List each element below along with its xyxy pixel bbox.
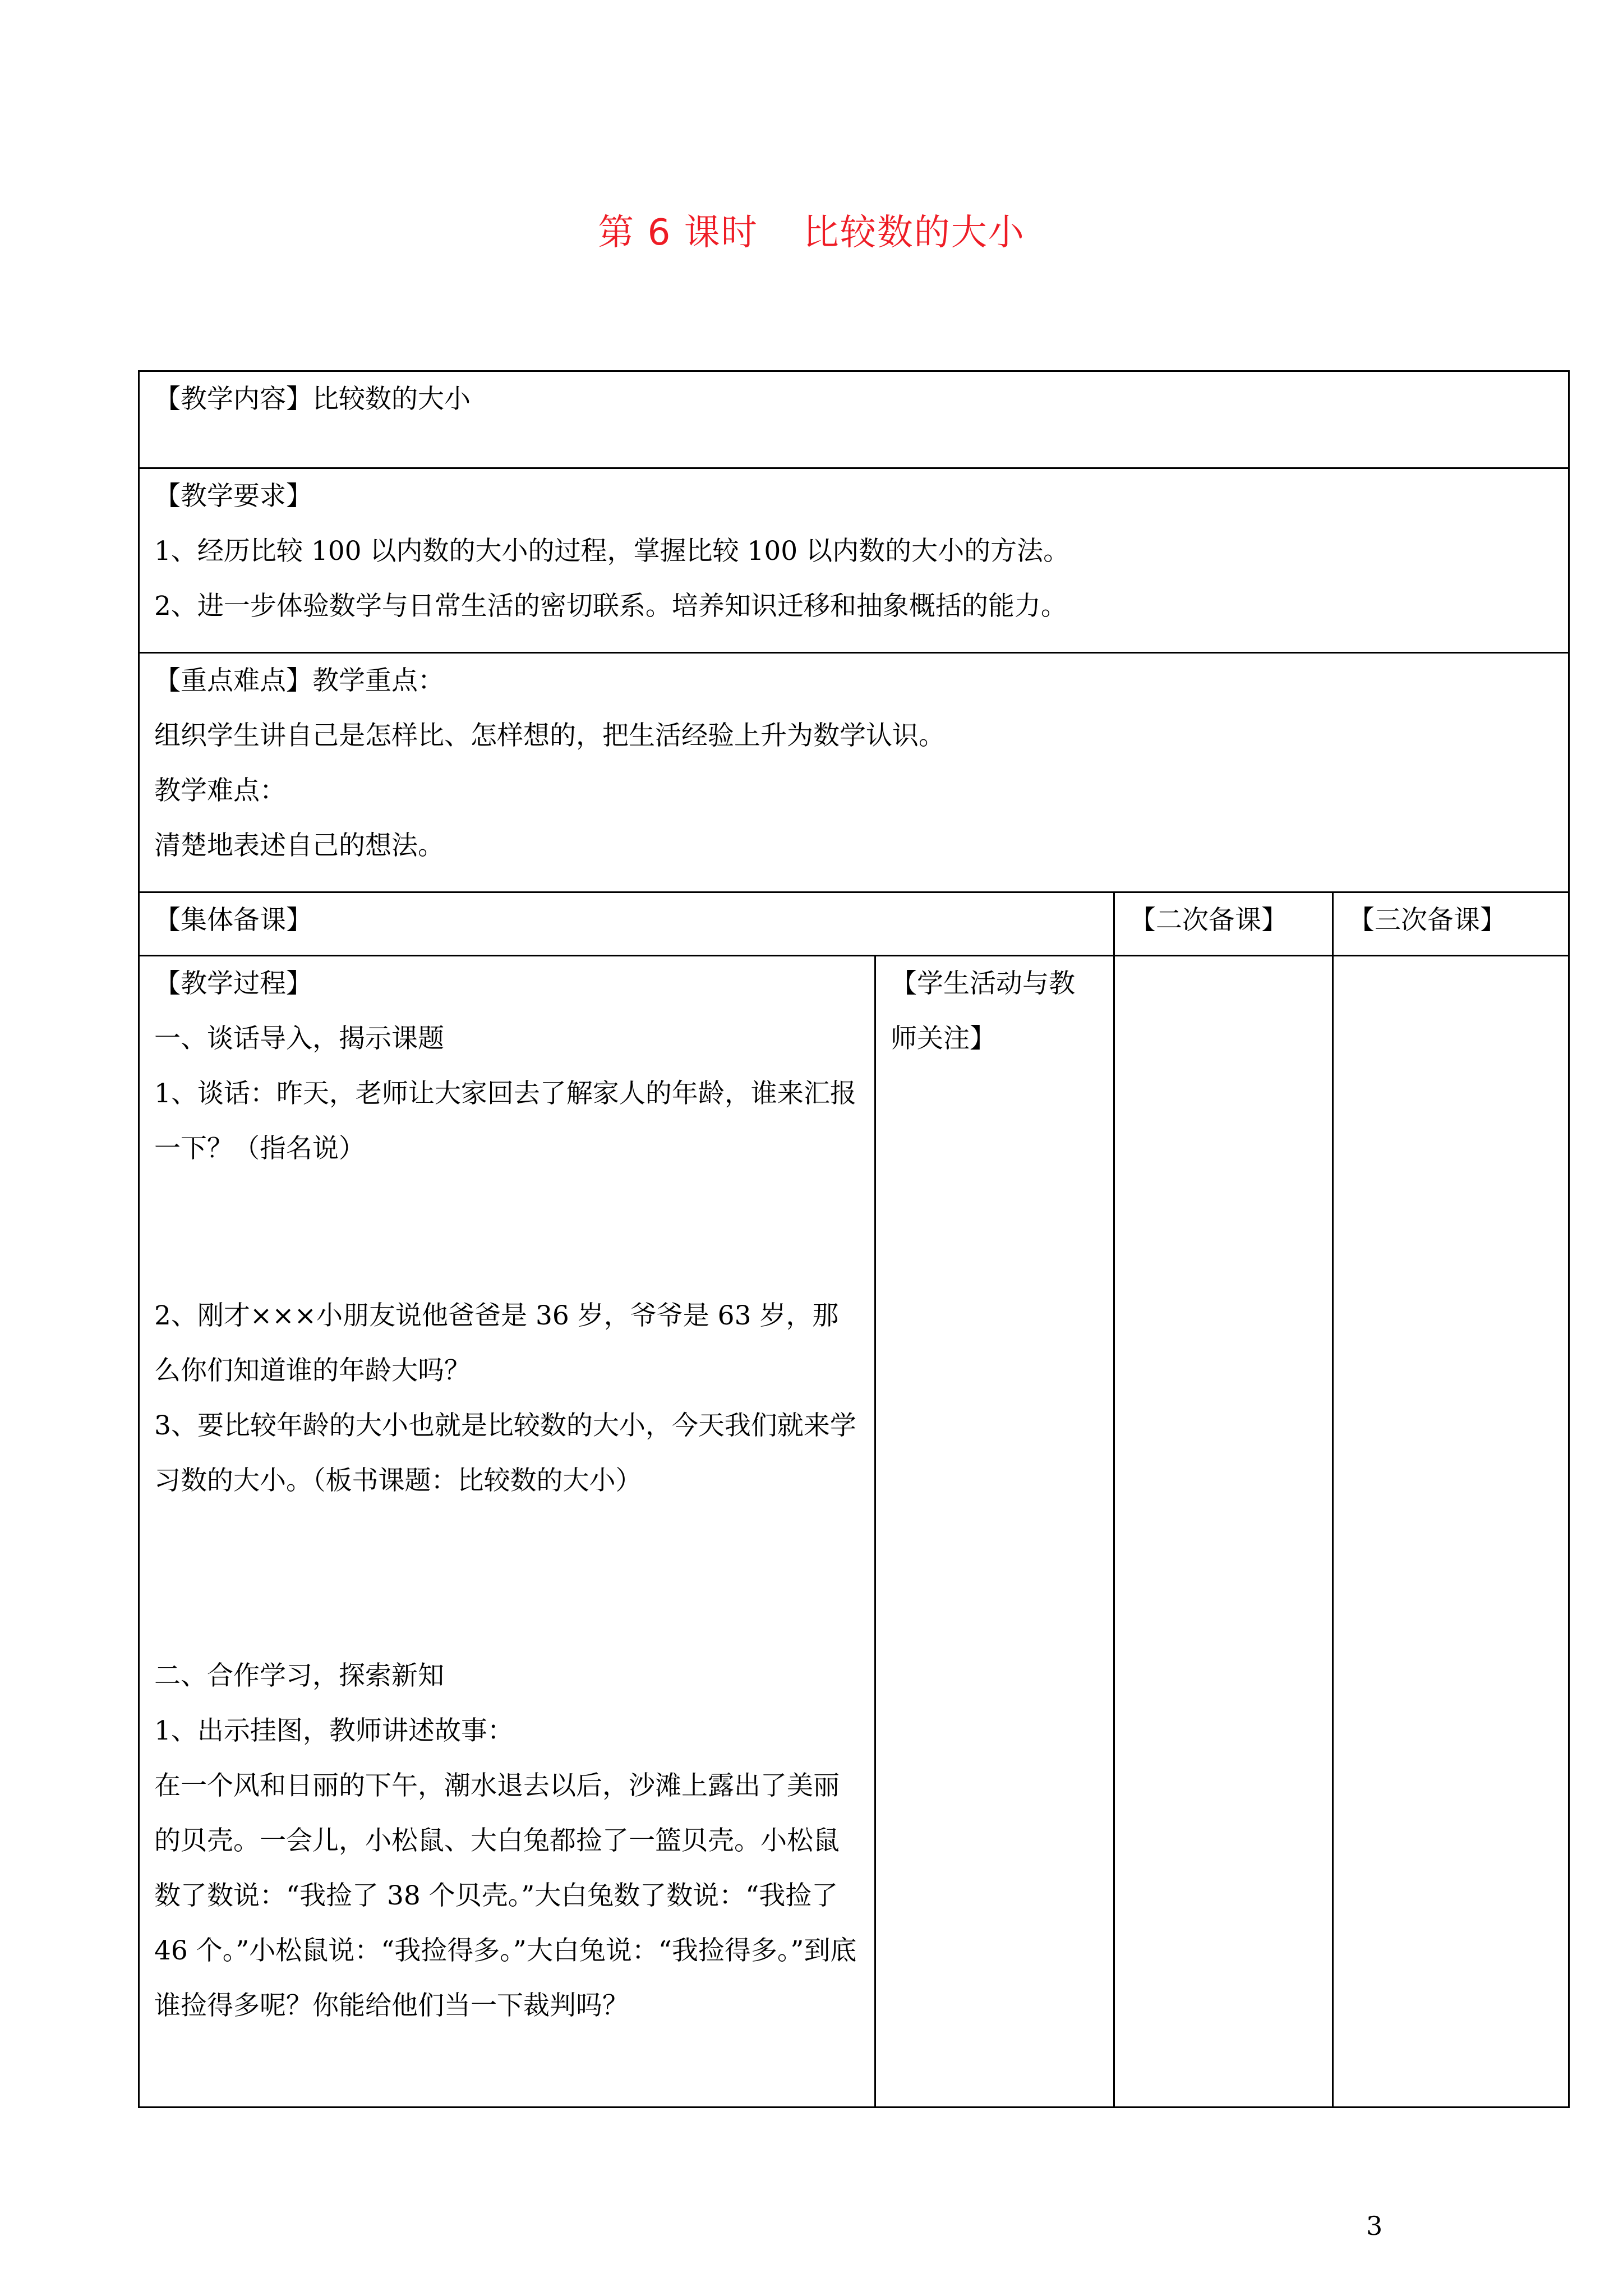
blank-space xyxy=(154,1176,860,1289)
requirements-label: 【教学要求】 xyxy=(154,481,312,512)
student-activity-cell xyxy=(875,956,1114,2108)
second-prep-header xyxy=(1114,892,1333,956)
process-item: 3、要比较年龄的大小也就是比较数的大小，今天我们就来学习数的大小。（板书课题：比较数的大小） xyxy=(154,1410,856,1496)
teaching-process-cell xyxy=(139,956,875,2108)
page-number: 3 xyxy=(1366,2211,1383,2241)
lesson-number: 第 6 课时 xyxy=(598,212,758,254)
teaching-process-label: 【教学过程】 xyxy=(154,968,312,999)
requirements-cell xyxy=(139,468,1569,653)
third-prep-cell xyxy=(1333,956,1569,2108)
difficulty-text: 清楚地表述自己的想法。 xyxy=(154,830,444,861)
prep-header-row xyxy=(139,892,1569,956)
student-activity-label: 【学生活动与教师关注】 xyxy=(891,968,1075,1054)
blank-space xyxy=(154,1508,860,1649)
key-points-row xyxy=(139,653,1569,892)
requirement-item: 2、进一步体验数学与日常生活的密切联系。培养知识迁移和抽象概括的能力。 xyxy=(154,591,1067,622)
lesson-topic: 比较数的大小 xyxy=(803,212,1025,254)
section-heading: 二、合作学习，探索新知 xyxy=(154,1660,444,1691)
collective-prep-header xyxy=(139,892,1114,956)
focus-text: 组织学生讲自己是怎样比、怎样想的，把生活经验上升为数学认识。 xyxy=(154,720,945,751)
key-points-label: 【重点难点】 xyxy=(154,665,312,696)
story-paragraph: 在一个风和日丽的下午，潮水退去以后，沙滩上露出了美丽的贝壳。一会儿，小松鼠、大白兔都捡了一篮贝壳。小松鼠数了数说：“我捡了 38 个贝壳。”大白兔数了数说：“我捡了 46 个。”小松鼠说：“我捡得多。”大白兔说：“我捡得多。”到底谁捡得多呢？你能给他们当一下裁判吗？ xyxy=(154,1770,857,2021)
content-row xyxy=(139,371,1569,468)
requirement-item: 1、经历比较 100 以内数的大小的过程，掌握比较 100 以内数的大小的方法。 xyxy=(154,536,1070,567)
third-prep-label: 【三次备课】 xyxy=(1348,905,1506,936)
process-row xyxy=(139,956,1569,2108)
process-item: 1、出示挂图，教师讲述故事： xyxy=(154,1715,514,1746)
difficulty-label: 教学难点： xyxy=(154,775,286,806)
content-cell xyxy=(139,371,1569,468)
section-heading: 一、谈话导入，揭示课题 xyxy=(154,1023,444,1054)
content-text: 比较数的大小 xyxy=(312,384,471,415)
content-label: 【教学内容】 xyxy=(154,384,312,415)
collective-prep-label: 【集体备课】 xyxy=(154,905,312,936)
focus-label: 教学重点： xyxy=(312,665,444,696)
third-prep-header xyxy=(1333,892,1569,956)
process-item: 1、谈话：昨天，老师让大家回去了解家人的年龄，谁来汇报一下？（指名说） xyxy=(154,1078,856,1164)
requirements-row xyxy=(139,468,1569,653)
lesson-plan-table xyxy=(138,370,1570,2108)
key-points-cell xyxy=(139,653,1569,892)
page-title xyxy=(0,208,1623,258)
second-prep-label: 【二次备课】 xyxy=(1129,905,1288,936)
second-prep-cell xyxy=(1114,956,1333,2108)
process-item: 2、刚才×××小朋友说他爸爸是 36 岁，爷爷是 63 岁，那么你们知道谁的年龄大吗？ xyxy=(154,1300,839,1386)
